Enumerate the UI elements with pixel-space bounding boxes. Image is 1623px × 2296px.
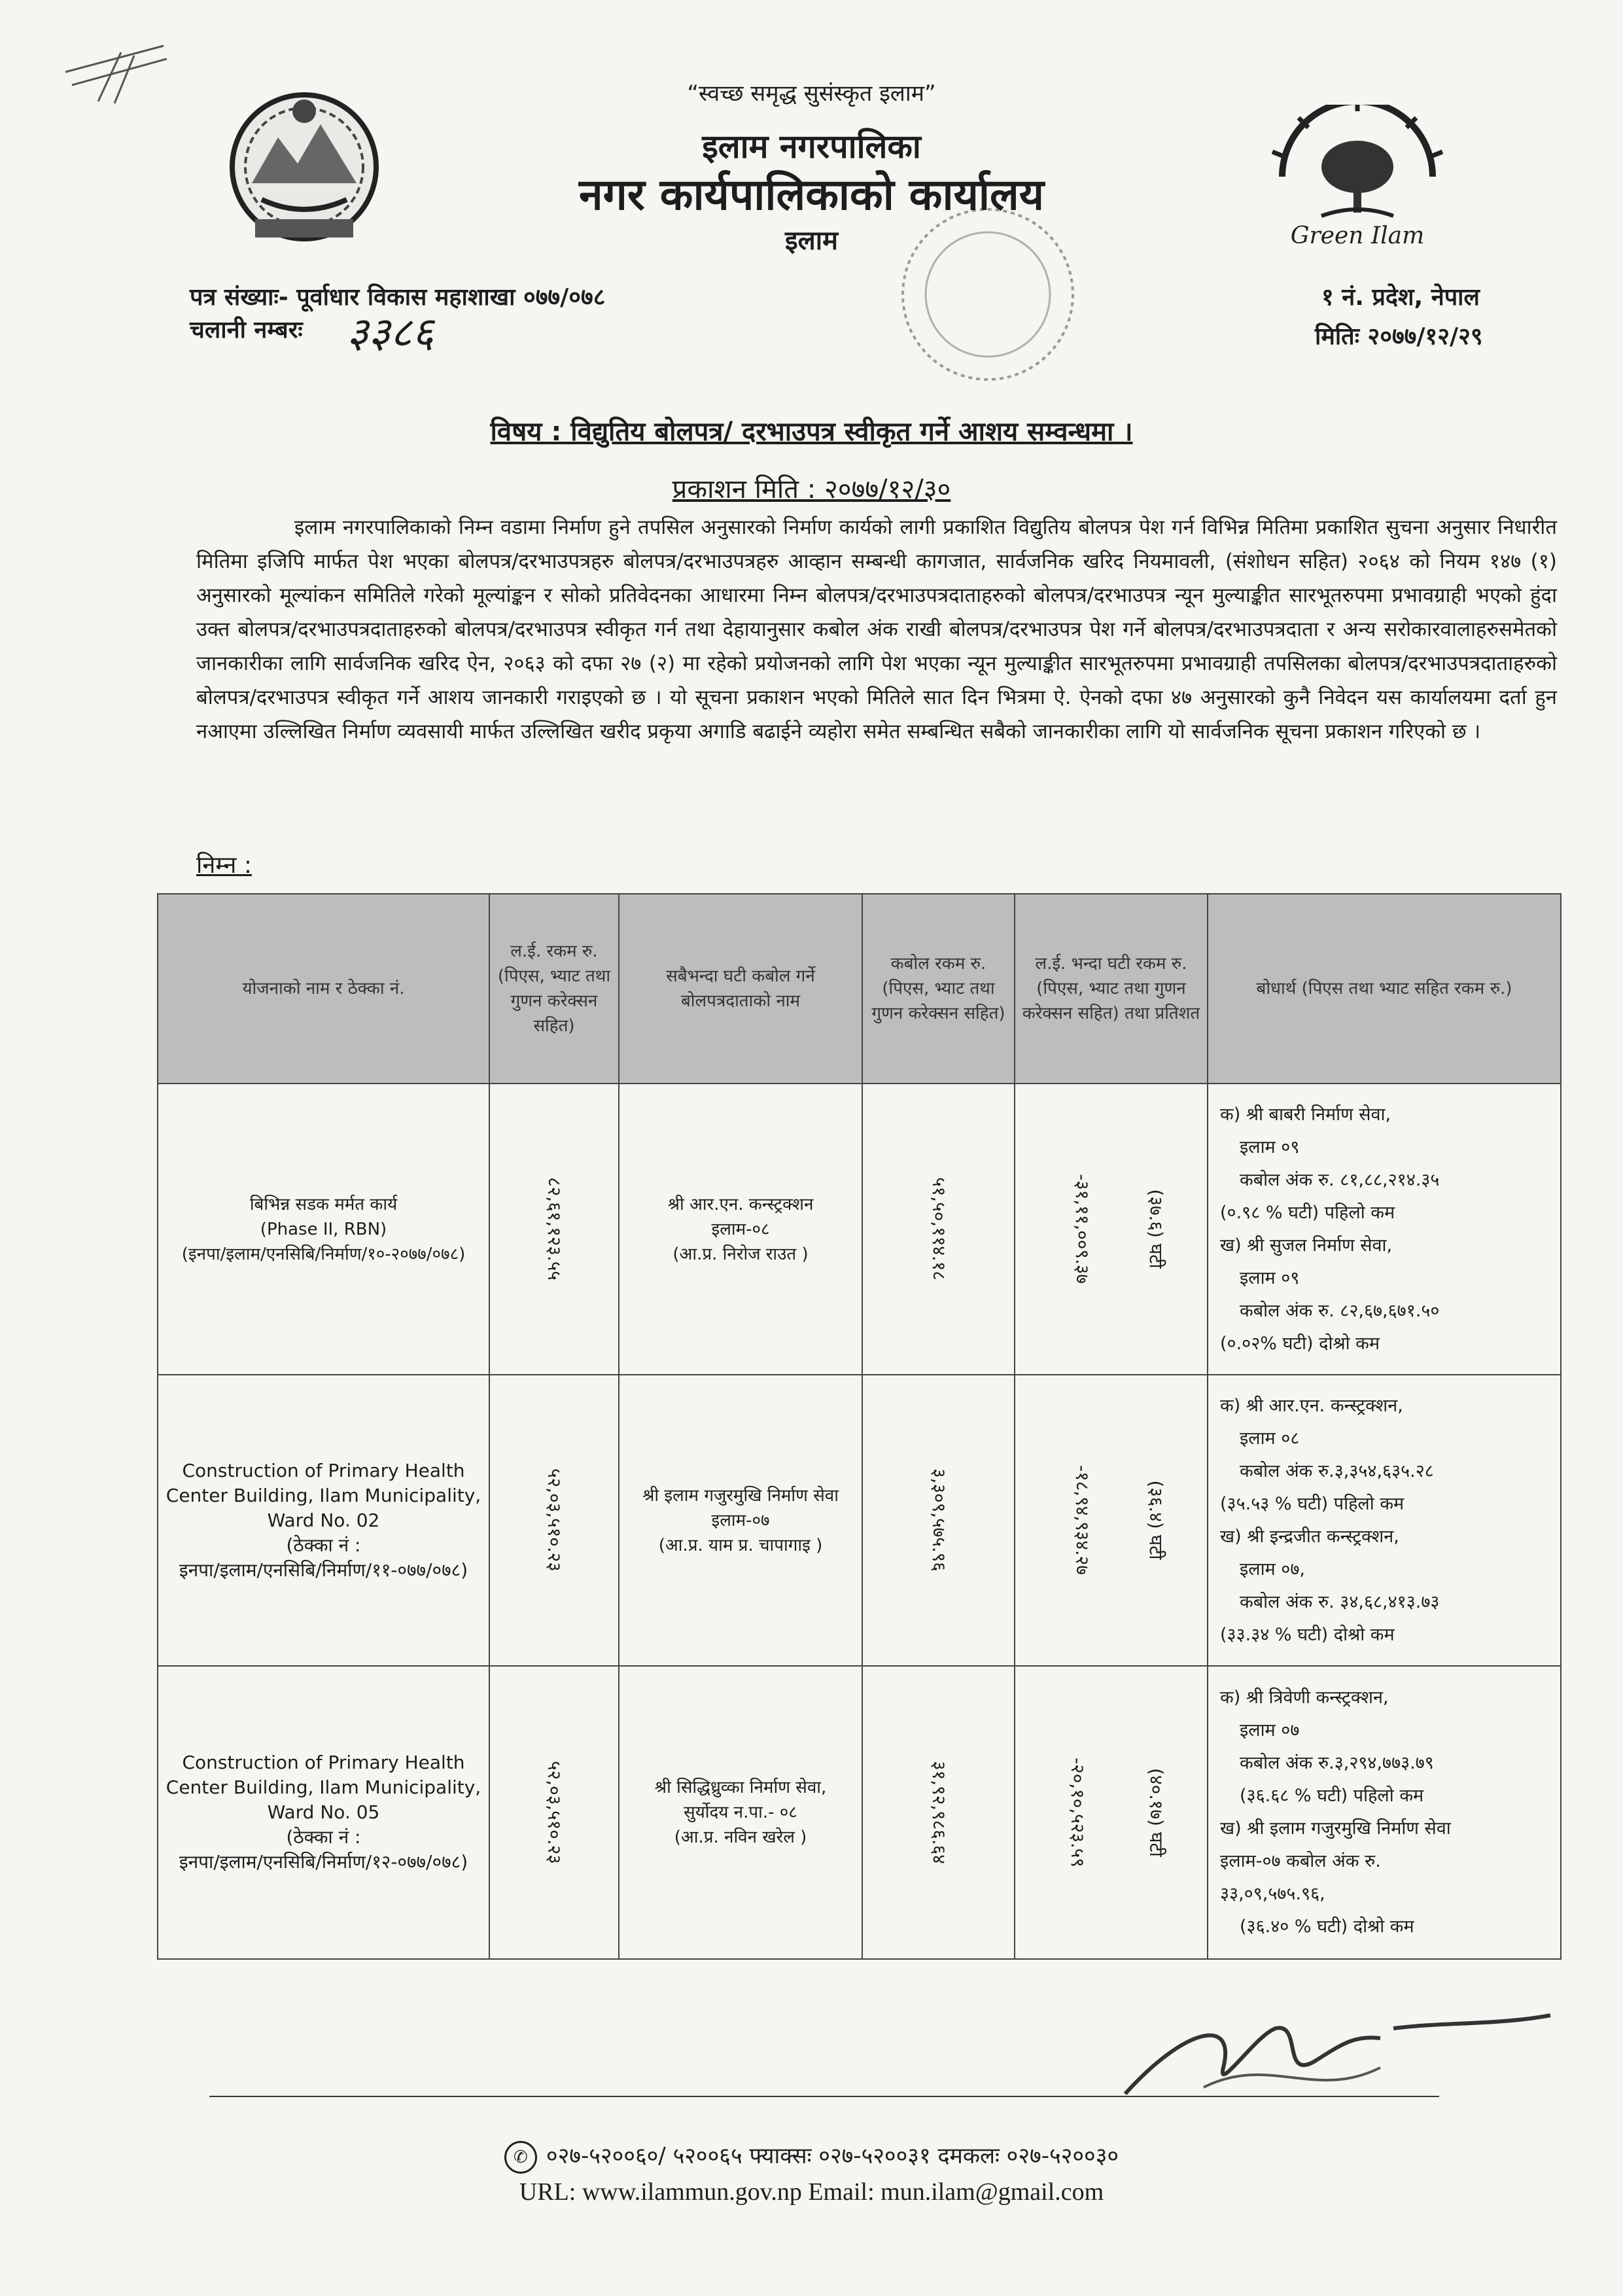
difference-percent: (३७.६) घटी <box>1145 1189 1167 1269</box>
header-project: योजनाको नाम र ठेक्का नं. <box>158 894 489 1084</box>
letter-date: मितिः २०७७/१२/२९ <box>1315 323 1483 350</box>
project-cell <box>158 1375 489 1666</box>
remarks-line: ३३,०९,५७५.९६, <box>1220 1884 1325 1904</box>
footer-divider <box>209 2096 1439 2097</box>
bidder-name: श्री सिद्धिध्रुव्का निर्माण सेवा, <box>654 1778 827 1797</box>
remarks-line: ख) श्री इन्द्रजीत कन्स्ट्रक्शन, <box>1220 1526 1399 1547</box>
office-location: इलाम <box>784 226 839 256</box>
header-remarks: बोधार्थ (पिएस तथा भ्याट सहित रकम रु.) <box>1208 894 1561 1084</box>
footer-url-email: URL: www.ilammun.gov.np Email: mun.ilam@gmail.com <box>519 2178 1104 2206</box>
office-name: नगर कार्यपालिकाको कार्यालय <box>579 169 1044 220</box>
bid-cell <box>862 1666 1015 1959</box>
project-phase: (Phase II, RBN) <box>260 1219 387 1239</box>
subject-text: विषय : विद्युतिय बोलपत्र/ दरभाउपत्र स्वीकृत गर्ने आशय सम्वन्धमा । <box>490 417 1133 447</box>
remarks-line: कबोल अंक रु. ३४,६८,४१३.७३ <box>1240 1591 1440 1612</box>
dispatch-number: ३३८६ <box>347 309 434 357</box>
remarks-line: (०.९८ % घटी) पहिलो कम <box>1220 1202 1395 1223</box>
remarks-line: कबोल अंक रु. ८१,८८,२१४.३५ <box>1240 1169 1440 1190</box>
bidder-address: इलाम-०७ <box>711 1510 770 1530</box>
green-ilam-logo-text: Green Ilam <box>1290 222 1425 249</box>
project-cell <box>158 1084 489 1375</box>
bid-amount: ५१,५०,११४.१८ <box>928 1177 950 1280</box>
bidder-cell <box>619 1084 862 1375</box>
table-header-row <box>158 894 1561 1084</box>
remarks-line: (३६.६८ % घटी) पहिलो कम <box>1240 1786 1424 1806</box>
table-row <box>158 1666 1561 1959</box>
bidder-proprietor: (आ.प्र. याम प्र. चापागाइ ) <box>658 1535 823 1555</box>
header-bidder: सबैभन्दा घटी कबोल गर्ने बोलपत्रदाताको नाम <box>619 894 862 1084</box>
phone-icon: ✆ <box>504 2141 537 2174</box>
dispatch-label: चलानी नम्बरः <box>190 317 303 344</box>
bid-amount: ३,३०९,५७५.९६ <box>928 1468 950 1572</box>
difference-percent: (३६.४) घटी <box>1145 1480 1167 1560</box>
remarks-line: ख) श्री इलाम गजुरमुखि निर्माण सेवा <box>1220 1818 1451 1839</box>
bidder-name: श्री इलाम गजुरमुखि निर्माण सेवा <box>642 1485 839 1506</box>
bidder-address: इलाम-०८ <box>711 1219 770 1239</box>
estimate-amount: ५२,०३,५१०.२३ <box>544 1760 565 1864</box>
project-name: Construction of Primary Health Center Building, Ilam Municipality, Ward No. 05 <box>166 1752 481 1823</box>
province-label: १ नं. प्रदेश, नेपाल <box>1321 284 1480 311</box>
contract-number: इनपा/इलाम/एनसिबि/निर्माण/११-०७७/०७८) <box>179 1559 468 1581</box>
remarks-line: इलाम ०७ <box>1240 1720 1300 1740</box>
contract-label: (ठेक्का नं : <box>286 1534 361 1556</box>
remarks-line: (३३.३४ % घटी) दोश्रो कम <box>1220 1624 1395 1645</box>
remarks-line: क) श्री बाबरी निर्माण सेवा, <box>1220 1104 1391 1125</box>
publication-date <box>0 470 1623 506</box>
remarks-line: इलाम ०९ <box>1240 1267 1300 1288</box>
bid-table <box>157 893 1560 1958</box>
remarks-line: इलाम ०८ <box>1240 1428 1300 1449</box>
municipality-name: इलाम नगरपालिका <box>702 128 921 166</box>
contract-label: (ठेक्का नं : <box>286 1826 361 1848</box>
remarks-cell <box>1208 1375 1561 1666</box>
remarks-line: कबोल अंक रु.३,२९४,७७३.७९ <box>1240 1753 1434 1773</box>
project-name: Construction of Primary Health Center Building, Ilam Municipality, Ward No. 02 <box>166 1459 481 1531</box>
bid-amount: ३१,९२,९८६.६४ <box>928 1760 950 1864</box>
remarks-cell <box>1208 1084 1561 1375</box>
difference-cell <box>1015 1666 1208 1959</box>
bidder-cell <box>619 1375 862 1666</box>
project-cell <box>158 1666 489 1959</box>
remarks-line: इलाम ०९ <box>1240 1137 1300 1157</box>
bid-cell <box>862 1084 1015 1375</box>
estimate-cell <box>489 1375 619 1666</box>
difference-cell <box>1015 1084 1208 1375</box>
estimate-cell <box>489 1666 619 1959</box>
estimate-cell <box>489 1084 619 1375</box>
contract-number: इनपा/इलाम/एनसिबि/निर्माण/१२-०७७/०७८) <box>179 1851 468 1873</box>
project-name: बिभिन्न सडक मर्मत कार्य <box>249 1194 398 1214</box>
subject-line <box>0 412 1623 448</box>
difference-amount: -२०,१०,५२३.५९ <box>1066 1757 1089 1867</box>
table-row <box>158 1084 1561 1375</box>
footer-phones <box>0 2140 1623 2174</box>
remarks-line: (३६.४० % घटी) दोश्रो कम <box>1240 1916 1414 1937</box>
bid-cell <box>862 1375 1015 1666</box>
bidder-address: सुर्योदय न.पा.- ०८ <box>684 1803 797 1822</box>
bidder-proprietor: (आ.प्र. निरोज राउत ) <box>672 1244 809 1264</box>
header-difference: ल.ई. भन्दा घटी रकम रु. (पिएस, भ्याट तथा गुणन करेक्सन सहित) तथा प्रतिशत <box>1015 894 1208 1084</box>
header-bid-amount: कबोल रकम रु. (पिएस, भ्याट तथा गुणन करेक्सन सहित) <box>862 894 1015 1084</box>
bidder-cell <box>619 1666 862 1959</box>
bidder-name: श्री आर.एन. कन्स्ट्रक्शन <box>667 1194 814 1214</box>
remarks-line: इलाम-०७ कबोल अंक रु. <box>1220 1851 1381 1871</box>
estimate-amount: ८२,६१,१२३.५५ <box>544 1177 565 1280</box>
municipality-motto: “स्वच्छ समृद्ध सुसंस्कृत इलाम” <box>687 80 936 107</box>
difference-percent: (४०.१७) घटी <box>1145 1767 1167 1857</box>
list-heading: निम्न : <box>196 852 252 879</box>
header-estimate: ल.ई. रकम रु. (पिएस, भ्याट तथा गुणन करेक्सन सहित) <box>489 894 619 1084</box>
remarks-line: (०.०२% घटी) दोश्रो कम <box>1220 1333 1380 1354</box>
bidder-proprietor: (आ.प्र. नविन खरेल ) <box>674 1828 807 1847</box>
remarks-line: इलाम ०७, <box>1240 1559 1305 1580</box>
remarks-cell <box>1208 1666 1561 1959</box>
remarks-line: ख) श्री सुजल निर्माण सेवा, <box>1220 1235 1393 1256</box>
estimate-amount: ५२,०३,५१०.२३ <box>544 1468 565 1572</box>
signature <box>1106 1989 1563 2113</box>
publication-date-text: प्रकाशन मिति : २०७७/१२/३० <box>672 474 951 504</box>
difference-amount: -३१,११,००९.३७ <box>1071 1174 1093 1284</box>
remarks-line: कबोल अंक रु. ८२,६७,६७१.५० <box>1240 1300 1440 1321</box>
letter-number: पत्र संख्याः- पूर्वाधार विकास महाशाखा ०७७/०७८ <box>190 284 606 311</box>
remarks-line: क) श्री त्रिवेणी कन्स्ट्रक्शन, <box>1220 1687 1389 1708</box>
remarks-line: कबोल अंक रु.३,३५४,६३५.२८ <box>1240 1460 1434 1481</box>
remarks-line: (३५.५३ % घटी) पहिलो कम <box>1220 1493 1405 1514</box>
notice-body: इलाम नगरपालिकाको निम्न वडामा निर्माण हुने तपसिल अनुसारको निर्माण कार्यको लागी प्रकाशित विद्युतिय बोलपत्र पेश गर्न विभिन्न मितिमा प्रकाशित सुचना अनुसार निधारीत मितिमा इजिपि मार्फत पेश भएका बोलपत्र/दरभाउपत्रहरु बोलपत्र/दरभाउपत्रहरु आव्हान सम्बन्धी कागजात, सार्वजनिक खरिद नियमावली, (संशोधन सहित) २०६४ को नियम १४७ (१) अनुसारको मूल्यांकन समितिले गरेको मूल्यांङ्कन र सोको प्रतिवेदनका आधारमा निम्न बोलपत्र/दरभाउपत्रदाताहरुको बोलपत्र/दरभाउपत्र न्यून मुल्याङ्कीत सारभूतरुपमा प्रभावग्राही भएको हुंदा उक्त बोलपत्र/दरभाउपत्रदाताहरुको बोलपत्र/दरभाउपत्र स्वीकृत गर्न तथा देहायानुसार कबोल अंक राखी बोलपत्र/दरभाउपत्र पेश गर्ने बोलपत्र/दरभाउपत्रदाता र अन्य सरोकारवालाहरुसमेतको जानकारीका लागि सार्वजनिक खरिद ऐन, २०६३ को दफा २७ (२) मा रहेको प्रयोजनको लागि पेश भएका न्यून मुल्याङ्कीत सारभूतरुपमा प्रभावग्राही तपसिलका बोलपत्र/दरभाउपत्रदाताहरुको बोलपत्र/दरभाउपत्र स्वीकृत गर्ने आशय जानकारी गराइएको छ । यो सूचना प्रकाशन भएको मितिले सात दिन भित्रमा ऐ. ऐनको दफा ४७ अनुसारको कुनै निवेदन यस कार्यालयमा दर्ता हुन नआएमा उल्लिखित निर्माण व्यवसायी मार्फत उल्लिखित खरीद प्रकृया अगाडि बढाईने व्यहोरा समेत सम्बन्धित सबैको जानकारीका लागि यो सार्वजनिक सूचना प्रकाशन गरिएको छ । <box>196 516 1557 743</box>
difference-cell <box>1015 1375 1208 1666</box>
footer-phones-text: ०२७-५२००६०/ ५२००६५ फ्याक्सः ०२७-५२००३१ दमकलः ०२७-५२००३० <box>546 2143 1119 2169</box>
difference-amount: -१८,९४,९३४.२७ <box>1071 1465 1093 1575</box>
table-row <box>158 1375 1561 1666</box>
contract-number: (इनपा/इलाम/एनसिबि/निर्माण/१०-२०७७/०७८) <box>181 1244 466 1264</box>
remarks-line: क) श्री आर.एन. कन्स्ट्रक्शन, <box>1220 1395 1403 1416</box>
